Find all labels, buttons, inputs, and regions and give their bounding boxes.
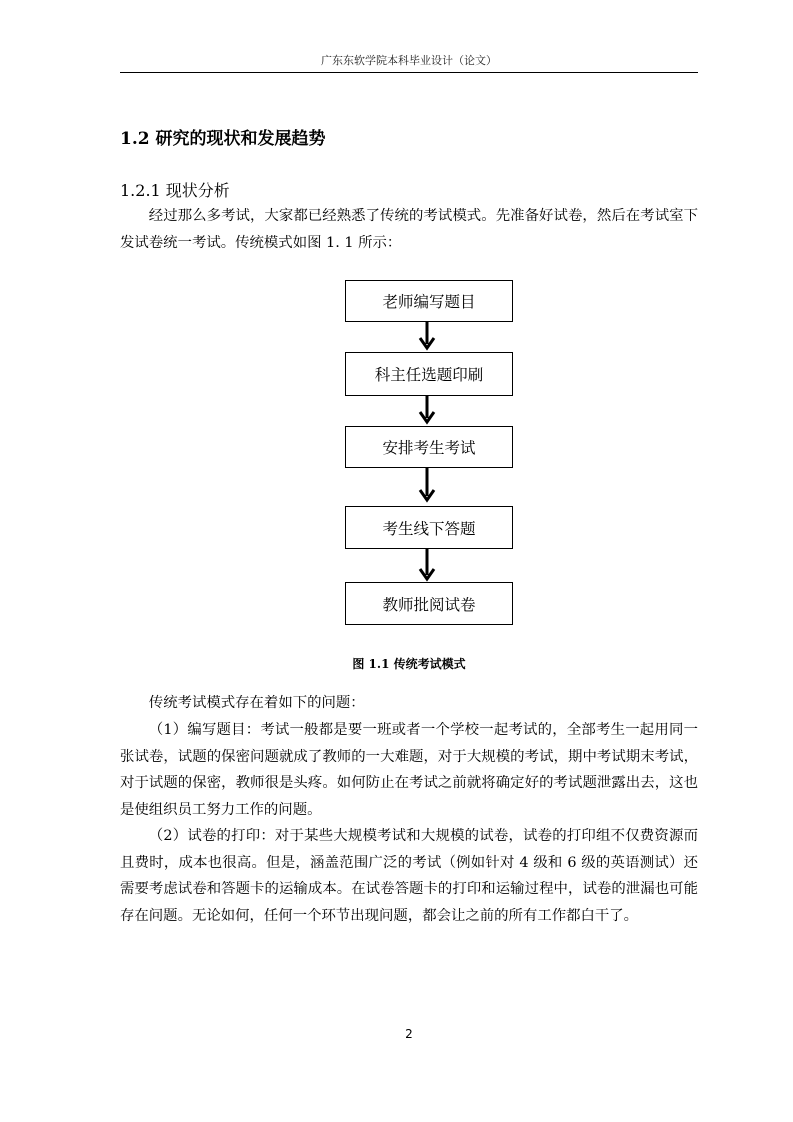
figure-caption: 图 1.1 传统考试模式	[352, 657, 466, 671]
header-rule	[120, 72, 698, 73]
subsection-heading: 1.2.1 现状分析	[120, 181, 230, 200]
down-arrow-icon	[417, 468, 437, 504]
flow-step-1: 老师编写题目	[345, 280, 513, 322]
running-header: 广东东软学院本科毕业设计（论文）	[321, 54, 497, 67]
problem-2-paragraph: （2）试卷的打印：对于某些大规模考试和大规模的试卷，试卷的打印组不仅费资源而且费时，成本也很高。但是，涵盖范围广泛的考试（例如针对 4 级和 6 级的英语测试）还需要考虑试卷和答题卡的运输成本。在试卷答题卡的打印和运输过程中，试卷的泄漏也可能存在问题。无论如何，任何一个环节出现问题，都会让之前的所有工作都白干了。	[120, 828, 698, 924]
down-arrow-icon	[417, 549, 437, 583]
flow-step-5: 教师批阅试卷	[345, 582, 513, 625]
problem-1-paragraph: （1）编写题目：考试一般都是要一班或者一个学校一起考试的，全部考生一起用同一张试卷，试题的保密问题就成了教师的一大难题，对于大规模的考试，期中考试期末考试，对于试题的保密，教师很是头疼。如何防止在考试之前就将确定好的考试题泄露出去，这也是使组织员工努力工作的问题。	[120, 722, 698, 818]
down-arrow-icon	[417, 396, 437, 426]
flow-step-2: 科主任选题印刷	[345, 352, 513, 396]
section-heading: 1.2 研究的现状和发展趋势	[120, 129, 326, 149]
flow-step-4: 考生线下答题	[345, 506, 513, 549]
intro-paragraph: 经过那么多考试，大家都已经熟悉了传统的考试模式。先准备好试卷，然后在考试室下发试卷统一考试。传统模式如图 1. 1 所示：	[120, 208, 698, 251]
flow-step-3: 安排考生考试	[345, 426, 513, 468]
problems-intro: 传统考试模式存在着如下的问题：	[148, 695, 365, 711]
page-number: 2	[405, 1027, 413, 1041]
down-arrow-icon	[417, 322, 437, 352]
